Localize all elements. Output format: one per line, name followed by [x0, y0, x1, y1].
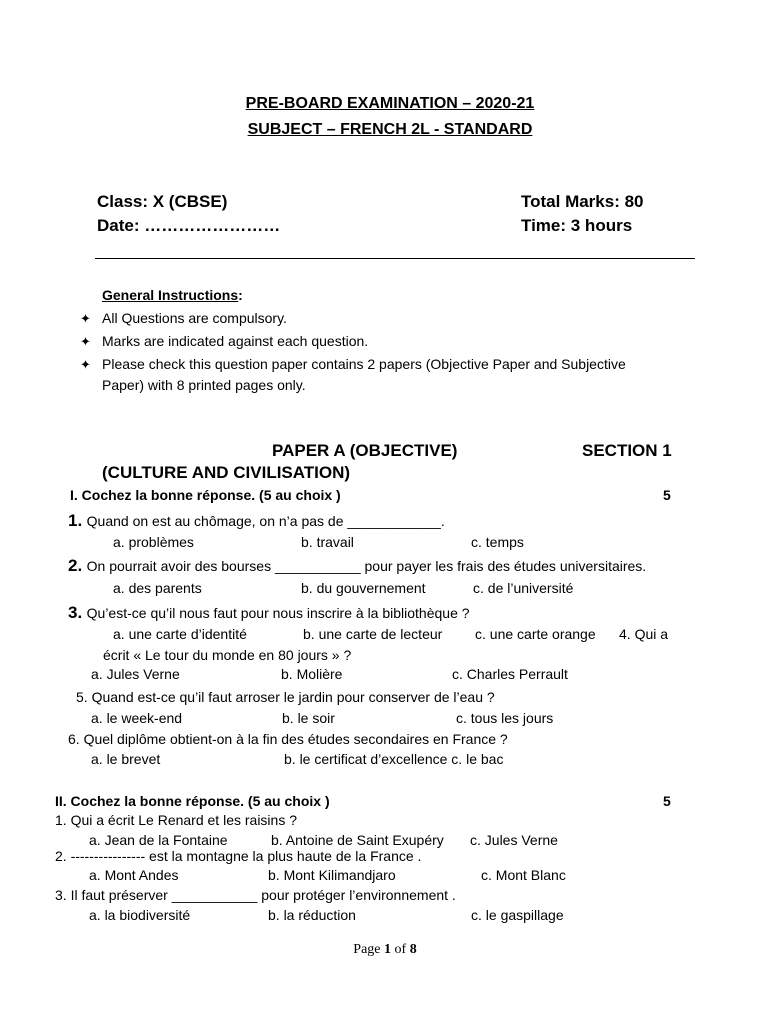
option-a: a. Jules Verne	[91, 666, 180, 682]
option-c: c. temps	[471, 534, 524, 550]
star-bullet-icon: ✦	[80, 357, 91, 372]
option-c: c. Mont Blanc	[481, 867, 566, 883]
class-label: Class: X (CBSE)	[97, 192, 228, 211]
section-label: SECTION 1	[582, 441, 672, 460]
exam-title: PRE-BOARD EXAMINATION – 2020-21	[245, 95, 535, 112]
question-5: 5. Quand est-ce qu’il faut arroser le jardin pour conserver de l’eau ?	[76, 689, 495, 705]
part2-marks: 5	[663, 793, 671, 809]
option-b: b. Molière	[281, 666, 343, 682]
date-label: Date: ……………………	[97, 216, 281, 235]
subject-title: SUBJECT – FRENCH 2L - STANDARD	[247, 121, 533, 138]
paper-title: PAPER A (OBJECTIVE)	[272, 441, 458, 460]
star-bullet-icon: ✦	[80, 334, 91, 349]
option-a: a. la biodiversité	[89, 907, 191, 923]
option-b: b. travail	[301, 534, 354, 550]
star-bullet-icon: ✦	[80, 311, 91, 326]
option-c: c. le gaspillage	[471, 907, 564, 923]
question-6: 6. Quel diplôme obtient-on à la fin des études secondaires en France ?	[68, 731, 508, 747]
option-a: a. problèmes	[113, 534, 194, 550]
option-a: a. une carte d’identité	[113, 626, 247, 642]
page-number: Page 1 of 8	[353, 942, 417, 957]
option-b: b. Antoine de Saint Exupéry	[271, 832, 444, 848]
question-4-start: 4. Qui a	[619, 626, 669, 642]
option-b: b. une carte de lecteur	[303, 626, 443, 642]
option-a: a. des parents	[113, 580, 202, 596]
part2-question-1: 1. Qui a écrit Le Renard et les raisins ?	[55, 812, 298, 828]
part2-question-3: 3. Il faut préserver ___________ pour protéger l’environnement .	[55, 887, 456, 903]
total-marks-label: Total Marks: 80	[521, 192, 644, 211]
option-c: c. une carte orange	[475, 626, 596, 642]
instructions-heading: General Instructions:	[102, 287, 243, 303]
option-b: b. la réduction	[268, 907, 356, 923]
option-b: b. du gouvernement	[301, 580, 426, 596]
part1-heading: I. Cochez la bonne réponse. (5 au choix )	[70, 487, 341, 503]
instruction-item-continued: Paper) with 8 printed pages only.	[102, 377, 306, 393]
question-4: écrit « Le tour du monde en 80 jours » ?	[103, 647, 352, 663]
part2-heading: II. Cochez la bonne réponse. (5 au choix )	[55, 793, 330, 809]
header-divider	[95, 258, 695, 259]
option-c: c. de l’université	[473, 580, 574, 596]
option-a: a. le week-end	[91, 710, 183, 726]
instruction-item: Please check this question paper contains 2 papers (Objective Paper and Subjective	[102, 356, 626, 372]
question-2: 2. On pourrait avoir des bourses ___________ pour payer les frais des études universitaires.	[68, 556, 647, 575]
instruction-item: Marks are indicated against each question.	[102, 333, 369, 349]
time-label: Time: 3 hours	[521, 216, 633, 235]
paper-subtitle: (CULTURE AND CIVILISATION)	[102, 463, 351, 482]
option-a: a. Mont Andes	[89, 867, 179, 883]
option-b: b. Mont Kilimandjaro	[268, 867, 396, 883]
option-b: b. le soir	[282, 710, 335, 726]
option-c: c. tous les jours	[456, 710, 554, 726]
question-3: 3. Qu’est-ce qu’il nous faut pour nous inscrire à la bibliothèque ?	[68, 603, 470, 622]
option-a: a. le brevet	[91, 751, 161, 767]
option-c: c. Jules Verne	[470, 832, 558, 848]
part2-question-2: 2. ---------------- est la montagne la plus haute de la France .	[55, 848, 422, 864]
option-c: c. Charles Perrault	[452, 666, 568, 682]
option-a: a. Jean de la Fontaine	[89, 832, 228, 848]
part1-marks: 5	[663, 487, 671, 503]
option-bc: b. le certificat d’excellence c. le bac	[284, 751, 504, 767]
question-1: 1. Quand on est au chômage, on n’a pas de ____________.	[68, 511, 445, 530]
instruction-item: All Questions are compulsory.	[102, 310, 287, 326]
